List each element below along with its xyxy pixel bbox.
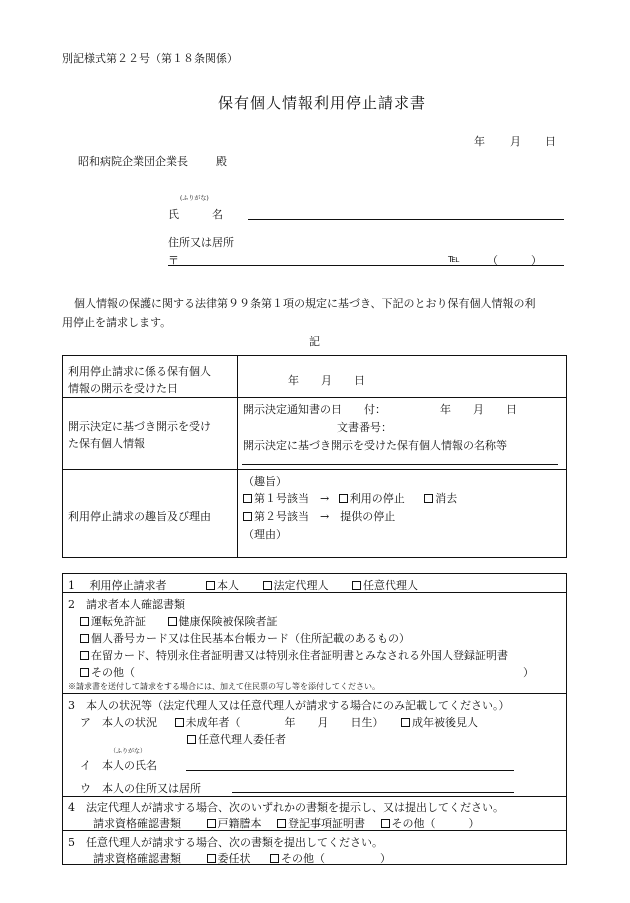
other-id-label: その他（ xyxy=(91,666,135,679)
section5-label: 5 任意代理人が請求する場合、次の書類を提出してください。 xyxy=(68,836,383,849)
principal-address-field[interactable] xyxy=(232,792,514,793)
section4-sub-label: 請求資格確認書類 xyxy=(93,817,181,830)
intro-line-2: 用停止を請求します。 xyxy=(62,316,172,329)
checkbox-other-id[interactable] xyxy=(80,668,89,677)
section4-row xyxy=(93,815,480,831)
principal-label: 本人 xyxy=(217,579,239,592)
residence-card-label: 在留カード、特別永住者証明書又は特別永住者証明書とみなされる外国人登録証明書 xyxy=(91,649,509,662)
health-insurance-label: 健康保険被保険者証 xyxy=(178,615,278,628)
name-label: 氏 名 xyxy=(168,208,223,221)
principal-furigana: （ふりがな） xyxy=(110,748,147,755)
name-field[interactable] xyxy=(248,219,564,220)
checkbox-health-insurance[interactable] xyxy=(168,617,177,626)
section2-row-2 xyxy=(80,630,410,646)
section3-a-label: ア 本人の状況 xyxy=(80,716,157,729)
checkbox-other-legal[interactable] xyxy=(381,819,390,828)
principal-address-label: ウ 本人の住所又は居所 xyxy=(80,782,201,795)
section2-row-1 xyxy=(80,613,278,629)
section2-label: 2 請求者本人確認書類 xyxy=(68,598,185,611)
principal-name-field[interactable] xyxy=(186,770,514,771)
date-year-label: 年 xyxy=(474,135,485,148)
section5-sub-label: 請求資格確認書類 xyxy=(93,852,181,865)
section2-row-3 xyxy=(80,647,508,663)
postal-mark: 〒 xyxy=(168,254,179,267)
notice-date-value[interactable]: 年 月 日 xyxy=(440,403,517,416)
erase-label: 消去 xyxy=(435,492,458,505)
tel-mark: ℡ xyxy=(448,252,460,265)
furigana-label: (ふりがな) xyxy=(180,195,209,202)
intro-line-1: 個人情報の保護に関する法律第９９条第１項の規定に基づき、下記のとおり保有個人情報の利 xyxy=(74,297,536,310)
ki-label: 記 xyxy=(309,335,320,348)
clause1-label: 第１号該当 → xyxy=(254,492,330,505)
disclosure-date-label-2: 情報の開示を受けた日 xyxy=(68,382,178,395)
disclosed-info-name-field[interactable] xyxy=(242,464,558,465)
checkbox-other-voluntary[interactable] xyxy=(270,854,279,863)
disclosed-info-label-2: た保有個人情報 xyxy=(68,437,145,450)
checkbox-clause2[interactable] xyxy=(243,512,252,521)
checkbox-principal[interactable] xyxy=(206,581,215,590)
section2-row-4 xyxy=(80,664,135,680)
section1-row xyxy=(68,577,418,593)
checkbox-adult-ward[interactable] xyxy=(401,718,410,727)
power-of-attorney-label: 委任状 xyxy=(217,852,251,865)
section5-row xyxy=(93,850,391,866)
section4-label: 4 法定代理人が請求する場合、次のいずれかの書類を提示し、又は提出してください。 xyxy=(68,801,504,814)
other-legal-label: その他（ ） xyxy=(391,817,480,830)
checkbox-mynumber-card[interactable] xyxy=(80,634,89,643)
checkbox-clause1[interactable] xyxy=(243,494,252,503)
address-label: 住所又は居所 xyxy=(168,236,234,249)
checkbox-minor[interactable] xyxy=(175,718,184,727)
purpose-reason-label: 利用停止請求の趣旨及び理由 xyxy=(68,510,211,523)
section3-label: 3 本人の状況等（法定代理人又は任意代理人が請求する場合にのみ記載してください。） xyxy=(68,699,510,712)
adult-ward-label: 成年被後見人 xyxy=(412,716,478,729)
purpose-heading: （趣旨） xyxy=(243,475,287,488)
clause2-label: 第２号該当 → 提供の停止 xyxy=(254,510,396,523)
section3-a-row-2 xyxy=(187,731,286,747)
mail-note: ※請求書を送付して請求をする場合には、加えて住民票の写し等を添付してください。 xyxy=(68,682,380,691)
checkbox-family-register[interactable] xyxy=(207,819,216,828)
checkbox-voluntary-principal[interactable] xyxy=(187,735,196,744)
disclosed-info-name-label: 開示決定に基づき開示を受けた保有個人情報の名称等 xyxy=(243,439,507,452)
tel-paren: （ ） xyxy=(487,254,542,267)
addressee-suffix: 殿 xyxy=(216,155,227,168)
other-voluntary-label: その他（ ） xyxy=(281,852,391,865)
disclosed-info-label-1: 開示決定に基づき開示を受け xyxy=(68,420,211,433)
addressee: 昭和病院企業団企業長 xyxy=(78,155,188,168)
reason-heading: （理由） xyxy=(243,528,287,541)
disclosure-date-value[interactable]: 年 月 日 xyxy=(288,374,365,387)
checkbox-legal-agent[interactable] xyxy=(263,581,272,590)
checkbox-stop-use[interactable] xyxy=(339,494,348,503)
checkbox-power-of-attorney[interactable] xyxy=(207,854,216,863)
date-month-label: 月 xyxy=(510,135,521,148)
mynumber-card-label: 個人番号カード又は住民基本台帳カード（住所記載のあるもの） xyxy=(91,632,410,645)
voluntary-principal-label: 任意代理人委任者 xyxy=(198,733,286,746)
purpose-option-1-row xyxy=(243,490,457,506)
disclosure-date-label-1: 利用停止請求に係る保有個人 xyxy=(68,365,211,378)
page-title: 保有個人情報利用停止請求書 xyxy=(218,94,427,112)
checkbox-registry-cert[interactable] xyxy=(277,819,286,828)
purpose-option-2-row xyxy=(243,508,395,524)
minor-label: 未成年者（ 年 月 日生） xyxy=(185,716,384,729)
principal-name-label: イ 本人の氏名 xyxy=(80,759,157,772)
checkbox-drivers-license[interactable] xyxy=(80,617,89,626)
stop-use-label: 利用の停止 xyxy=(349,492,405,505)
family-register-label: 戸籍謄本 xyxy=(217,817,262,830)
checkbox-erase[interactable] xyxy=(424,494,433,503)
document-number-label: 文書番号： xyxy=(337,421,392,434)
registry-cert-label: 登記事項証明書 xyxy=(288,817,365,830)
checkbox-voluntary-agent[interactable] xyxy=(352,581,361,590)
notice-date-label: 開示決定通知書の日 付： xyxy=(243,403,386,416)
drivers-license-label: 運転免許証 xyxy=(91,615,146,628)
section3-a-row xyxy=(80,714,478,730)
form-number: 別記様式第２２号（第１８条関係） xyxy=(62,52,238,65)
other-id-close: ） xyxy=(523,666,534,679)
date-day-label: 日 xyxy=(545,135,556,148)
checkbox-residence-card[interactable] xyxy=(80,651,89,660)
legal-agent-label: 法定代理人 xyxy=(273,579,329,592)
voluntary-agent-label: 任意代理人 xyxy=(363,579,418,592)
section1-label: 1 利用停止請求者 xyxy=(68,579,167,592)
